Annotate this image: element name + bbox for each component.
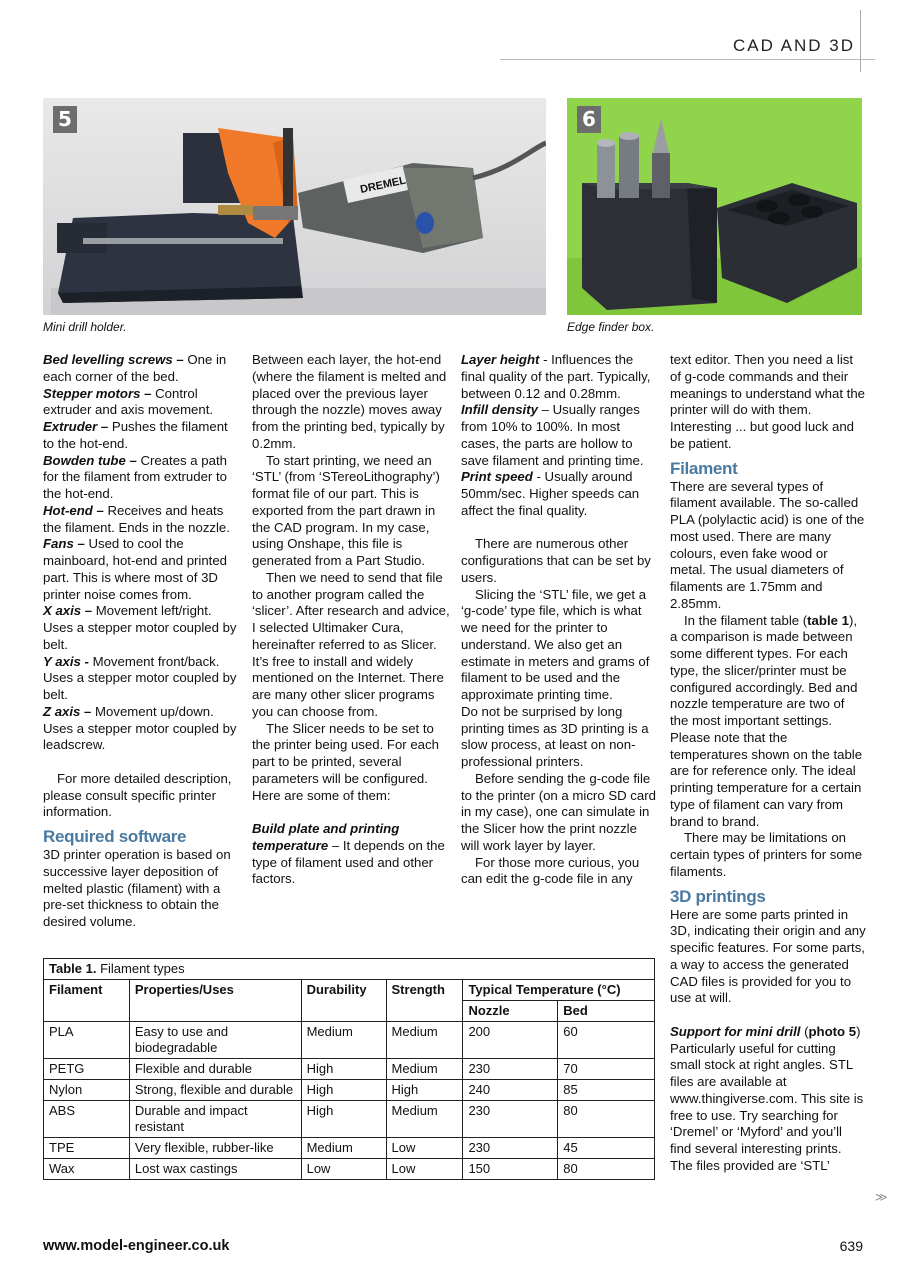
filament-table	[43, 958, 655, 1180]
table-header: Filament	[44, 980, 130, 1022]
glossary-item: Infill density – Usually ranges from 10% to 100%. In most cases, the parts are hollow to save filament and printing time.	[461, 402, 644, 468]
header-divider-vertical	[860, 10, 861, 72]
table-cell: 70	[558, 1059, 655, 1080]
paragraph: Do not be surprised by long printing times as 3D printing is a slow process, at least on non-professional printers.	[461, 703, 649, 769]
table-cell: Easy to use and biodegradable	[129, 1022, 301, 1059]
paragraph: Before sending the g-code file to the printer (on a micro SD card in my case), one can simulate in the Slicer how the print nozzle will work layer by layer.	[461, 770, 656, 853]
glossary-item: Bowden tube – Creates a path for the filament from extruder to the hot-end.	[43, 452, 227, 501]
section-heading: Filament	[670, 458, 738, 478]
paragraph: Between each layer, the hot-end (where the filament is melted and placed over the previous layer through the nozzle) moves away from the printing bed, typically by 0.2mm.	[252, 352, 447, 451]
table-cell: Low	[386, 1159, 463, 1180]
table-row	[44, 1138, 655, 1159]
table-cell: 85	[558, 1080, 655, 1101]
photo-caption: Edge finder box.	[567, 320, 655, 334]
continue-arrow-icon: ≫	[875, 1190, 888, 1204]
glossary-item: X axis – Movement left/right. Uses a stepper motor coupled by belt.	[43, 603, 237, 652]
paragraph: text editor. Then you need a list of g-code commands and their meanings to understand what the printer will do with them. Interesting ... but good luck and be patient.	[670, 352, 866, 451]
table-cell: Very flexible, rubber-like	[129, 1138, 301, 1159]
section-header: CAD AND 3D	[732, 36, 855, 55]
table-cell: Nylon	[44, 1080, 130, 1101]
page-number: 639	[839, 1238, 863, 1254]
footer-url[interactable]: www.model-engineer.co.uk	[43, 1238, 230, 1254]
table-cell: TPE	[44, 1138, 130, 1159]
paragraph: Here are some parts printed in 3D, indicating their origin and any specific features. For some parts, a way to access the generated CAD files is provided for you to use at will.	[670, 906, 866, 1006]
table-row	[44, 1159, 655, 1180]
table-cell: High	[301, 1080, 386, 1101]
table-cell: 60	[558, 1022, 655, 1059]
table-cell: PLA	[44, 1022, 130, 1059]
svg-text:DREMEL: DREMEL	[359, 174, 408, 196]
table-cell: Medium	[386, 1059, 463, 1080]
paragraph: Then we need to send that file to another program called the ‘slicer’. After research and advice, I selected Ultimaker Cura, hereinafter referred to as Slicer. It’s free to install and widely mentioned on the Internet. There are many other slicer programs you can choose from.	[252, 569, 450, 719]
table-cell: ABS	[44, 1101, 130, 1138]
paragraph: To start printing, we need an ‘STL’ (from ‘STereoLithography’) format file of our part. This is exported from the part drawn in the CAD program. In my case, using Onshape, this file is generated from a Part Studio.	[252, 452, 440, 568]
table-row	[44, 1101, 655, 1138]
table-cell: PETG	[44, 1059, 130, 1080]
table-row	[44, 1022, 655, 1059]
table-cell: Durable and impact resistant	[129, 1101, 301, 1138]
paragraph: There are several types of filament available. The so-called PLA (polylactic acid) is one of the most used. There are many colours, even fake wood or metal. The usual diameters of filaments are 1.75mm and 2.85mm.	[670, 478, 865, 611]
paragraph: In the filament table (table 1), a comparison is made between some different types. For each type, the slicer/printer must be configured accordingly. Bed and nozzle temperature are two of the most important settings. Please note that the temperatures shown on the table are for reference only. The ideal printing temperature for a certain type of filament can vary from brand to brand.	[670, 612, 863, 829]
table-cell: 80	[558, 1101, 655, 1138]
table-cell: 80	[558, 1159, 655, 1180]
table-cell: Wax	[44, 1159, 130, 1180]
photo-caption: Mini drill holder.	[43, 320, 127, 334]
paragraph: Particularly useful for cutting small stock at right angles. STL files are available at www.thingiverse.com. This site is free to use. Try searching for ‘Dremel’ or ‘Myford’ and you’ll find several interesting prints. The files provided are ‘STL’	[670, 1040, 864, 1173]
table-cell: Low	[386, 1138, 463, 1159]
mini-drill-holder-illustration	[43, 98, 546, 315]
glossary-item: Y axis - Movement front/back. Uses a stepper motor coupled by belt.	[43, 653, 237, 702]
header-divider-horizontal	[500, 59, 875, 60]
table-cell: Low	[301, 1159, 386, 1180]
table-subheader: Nozzle	[463, 1001, 558, 1022]
section-heading: Required software	[43, 827, 187, 846]
table-cell: 240	[463, 1080, 558, 1101]
photo-number-badge: 5	[53, 106, 77, 133]
table-cell: 230	[463, 1059, 558, 1080]
table-cell: Medium	[386, 1101, 463, 1138]
table-cell: High	[386, 1080, 463, 1101]
glossary-item: Bed levelling screws – One in each corner of the bed.	[43, 352, 227, 384]
section-heading: 3D printings	[670, 886, 766, 906]
paragraph: 3D printer operation is based on successive layer deposition of melted plastic (filament) with a pre-set thickness to obtain the desired volume.	[43, 847, 231, 929]
table-cell: 150	[463, 1159, 558, 1180]
column-1	[43, 352, 239, 931]
paragraph: For those more curious, you can edit the g-code file in any	[461, 854, 640, 887]
photo-number-badge: 6	[577, 106, 601, 133]
edge-finder-box-illustration	[567, 98, 862, 315]
table-header: Strength	[386, 980, 463, 1022]
glossary-item: Layer height - Influences the final quality of the part. Typically, between 0.12 and 0.28mm.	[461, 352, 651, 401]
table-header: Properties/Uses	[129, 980, 301, 1022]
column-2	[252, 352, 452, 888]
glossary-item: Hot-end – Receives and heats the filament. Ends in the nozzle.	[43, 502, 230, 535]
table-cell: Lost wax castings	[129, 1159, 301, 1180]
paragraph: Slicing the ‘STL’ file, we get a ‘g-code’ type file, which is what we need for the printer to understand. We also get an estimate in meters and grams of filament to be used and the approximate printing time.	[461, 586, 650, 702]
table-cell: 45	[558, 1138, 655, 1159]
table-row	[44, 1059, 655, 1080]
table-cell: 200	[463, 1022, 558, 1059]
photo-edge-finder-box	[567, 98, 862, 315]
table-row	[44, 1080, 655, 1101]
subheading: Support for mini drill (photo 5)	[670, 1023, 861, 1039]
photo-mini-drill-holder	[43, 98, 546, 315]
glossary-item: Stepper motors – Control extruder and axis movement.	[43, 385, 214, 418]
table-cell: High	[301, 1059, 386, 1080]
table-cell: Strong, flexible and durable	[129, 1080, 301, 1101]
glossary-item: Print speed - Usually around 50mm/sec. Higher speeds can affect the final quality.	[461, 469, 640, 518]
table-cell: Flexible and durable	[129, 1059, 301, 1080]
column-3	[461, 352, 657, 888]
table-caption: Table 1. Filament types	[44, 959, 655, 980]
paragraph: For more detailed description, please consult specific printer information.	[43, 770, 232, 820]
table-subheader: Bed	[558, 1001, 655, 1022]
paragraph: There may be limitations on certain types of printers for some filaments.	[670, 830, 863, 879]
table-cell: 230	[463, 1138, 558, 1159]
paragraph: There are numerous other configurations that can be set by users.	[461, 536, 651, 585]
glossary-item: Extruder – Pushes the filament to the hot-end.	[43, 419, 228, 451]
table-header: Durability	[301, 980, 386, 1022]
glossary-item: Z axis – Movement up/down. Uses a stepper motor coupled by leadscrew.	[43, 703, 237, 753]
paragraph: The Slicer needs to be set to the printer being used. For each part to be printed, several parameters will be configured. Here are some of them:	[252, 720, 439, 803]
glossary-item: Fans – Used to cool the mainboard, hot-end and printed part. This is where most of 3D printer noise comes from.	[43, 536, 228, 602]
table-cell: Medium	[301, 1022, 386, 1059]
table-cell: Medium	[386, 1022, 463, 1059]
table-cell: 230	[463, 1101, 558, 1138]
glossary-item: Build plate and printing temperature – It depends on the type of filament used and other factors.	[252, 821, 445, 887]
table-header: Typical Temperature (°C)	[463, 980, 655, 1001]
table-cell: High	[301, 1101, 386, 1138]
table-cell: Medium	[301, 1138, 386, 1159]
column-4	[670, 352, 866, 1175]
